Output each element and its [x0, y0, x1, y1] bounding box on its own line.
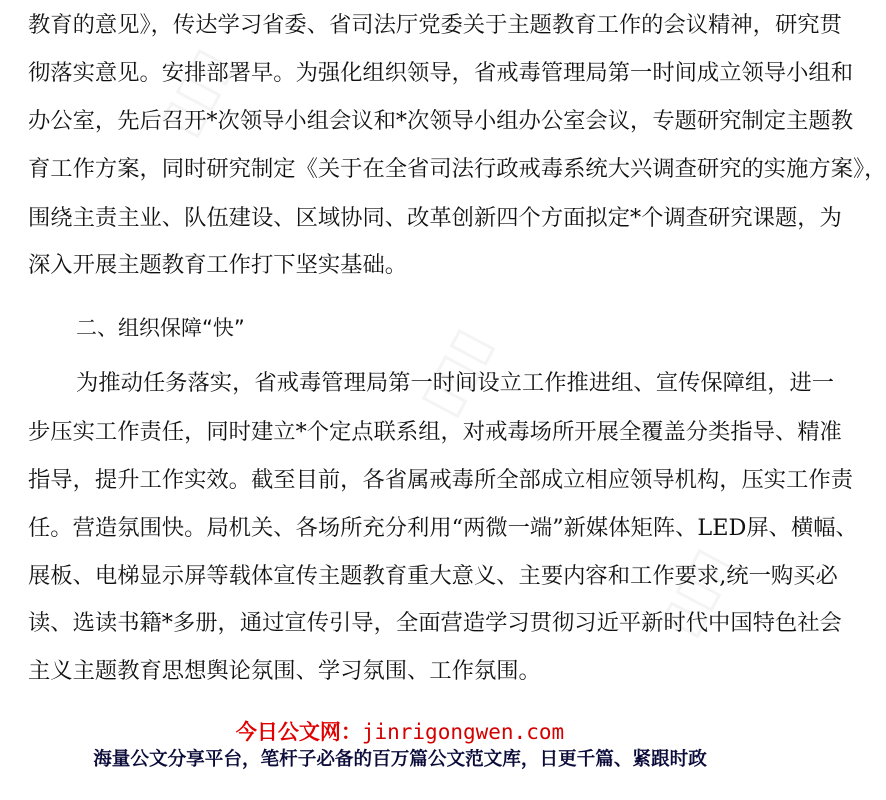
paragraph-line: 任。营造氛围快。局机关、各场所充分利用“两微一端”新媒体矩阵、LED屏、横幅、 [28, 515, 858, 541]
paragraph-line: 读、选读书籍*多册，通过宣传引导，全面营造学习贯彻习近平新时代中国特色社会 [28, 610, 842, 636]
paragraph-line: 为推动任务落实，省戒毒管理局第一时间设立工作推进组、宣传保障组，进一 [76, 370, 835, 396]
footer-site-url[interactable]: jinrigongwen.com [361, 720, 565, 744]
section-heading: 二、组织保障“快” [76, 316, 245, 340]
paragraph-line: 步压实工作责任，同时建立*个定点联系组，对戒毒场所开展全覆盖分类指导、精准 [28, 419, 842, 445]
paragraph-line: 展板、电梯显示屏等载体宣传主题教育重大意义、主要内容和工作要求,统一购买必 [28, 563, 838, 589]
footer-tagline: 海量公文分享平台，笔杆子必备的百万篇公文范文库，日更千篇、紧跟时政 [93, 749, 707, 770]
paragraph-line: 深入开展主题教育工作打下坚实基础。 [28, 252, 408, 278]
paragraph-line: 教育的意见》，传达学习省委、省司法厅党委关于主题教育工作的会议精神，研究贯 [28, 12, 842, 38]
paragraph-line: 指导，提升工作实效。截至目前，各省属戒毒所全部成立相应领导机构，压实工作责 [28, 467, 853, 493]
paragraph-line: 彻落实意见。安排部署早。为强化组织领导，省戒毒管理局第一时间成立领导小组和 [28, 60, 853, 86]
watermark: ▯▯▯ [405, 317, 504, 426]
watermark: ▯▯▯ [145, 37, 244, 146]
footer-site-label: 今日公文网： [235, 720, 362, 744]
paragraph-line: 办公室，先后召开*次领导小组会议和*次领导小组办公室会议，专题研究制定主题教 [28, 108, 853, 134]
paragraph-line: 育工作方案，同时研究制定《关于在全省司法行政戒毒系统大兴调查研究的实施方案》， [28, 156, 886, 182]
paragraph-line: 主义主题教育思想舆论氛围、学习氛围、工作氛围。 [28, 658, 541, 684]
watermark: ▯▯▯ [645, 537, 744, 646]
paragraph-line: 围绕主责主业、队伍建设、区域协同、改革创新四个方面拟定*个调查研究课题，为 [28, 205, 842, 231]
footer-site-line [0, 718, 800, 746]
